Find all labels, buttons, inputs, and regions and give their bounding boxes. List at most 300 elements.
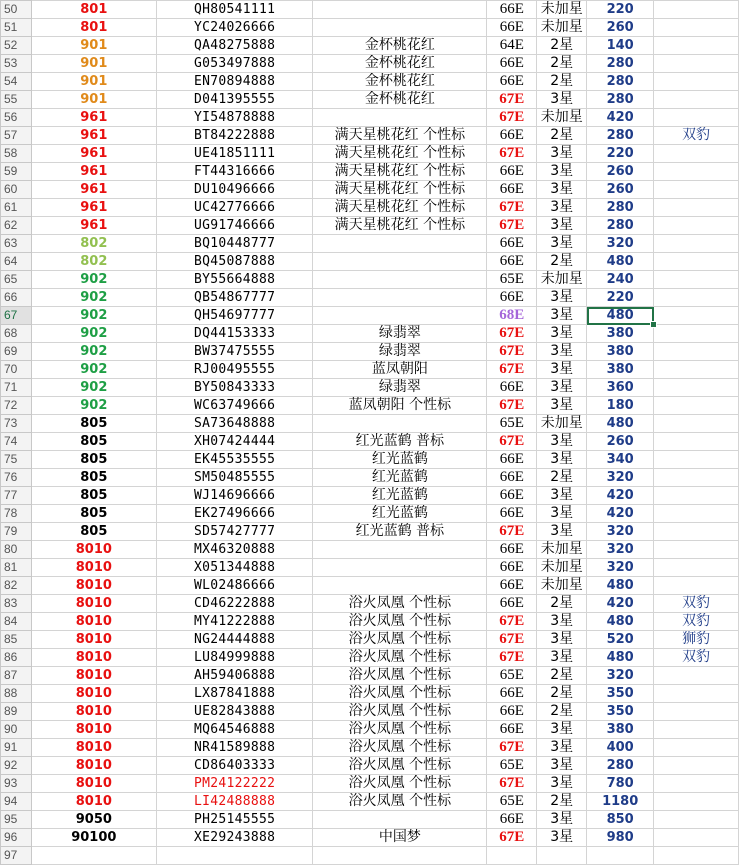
leopard-tag-cell[interactable]: [654, 253, 739, 271]
leopard-tag-cell[interactable]: [654, 685, 739, 703]
leopard-tag-cell[interactable]: [654, 361, 739, 379]
leopard-tag-cell[interactable]: [654, 757, 739, 775]
row-header[interactable]: 56: [1, 109, 32, 127]
serial-code-cell[interactable]: AH59406888: [156, 667, 313, 685]
version-cell[interactable]: 66E: [487, 469, 537, 487]
version-cell[interactable]: 66E: [487, 127, 537, 145]
series-cell[interactable]: 8010: [31, 649, 156, 667]
version-cell[interactable]: 66E: [487, 163, 537, 181]
series-cell[interactable]: 805: [31, 505, 156, 523]
note-name-cell[interactable]: 浴火凤凰 个性标: [313, 631, 487, 649]
serial-code-cell[interactable]: NR41589888: [156, 739, 313, 757]
version-cell[interactable]: 67E: [487, 343, 537, 361]
version-cell[interactable]: 67E: [487, 91, 537, 109]
series-cell[interactable]: 802: [31, 235, 156, 253]
version-cell[interactable]: 67E: [487, 433, 537, 451]
series-cell[interactable]: 902: [31, 343, 156, 361]
serial-code-cell[interactable]: MQ64546888: [156, 721, 313, 739]
row-header[interactable]: 86: [1, 649, 32, 667]
note-name-cell[interactable]: 中国梦: [313, 829, 487, 847]
leopard-tag-cell[interactable]: [654, 829, 739, 847]
row-header[interactable]: 55: [1, 91, 32, 109]
note-name-cell[interactable]: 满天星桃花红 个性标: [313, 127, 487, 145]
star-rating-cell[interactable]: 未加星: [537, 109, 587, 127]
row-header[interactable]: 91: [1, 739, 32, 757]
row-header[interactable]: 72: [1, 397, 32, 415]
price-cell[interactable]: 480: [587, 253, 654, 271]
price-cell[interactable]: 280: [587, 199, 654, 217]
star-rating-cell[interactable]: 3星: [537, 235, 587, 253]
series-cell[interactable]: 901: [31, 91, 156, 109]
price-cell[interactable]: 180: [587, 397, 654, 415]
row-header[interactable]: 87: [1, 667, 32, 685]
star-rating-cell[interactable]: 3星: [537, 163, 587, 181]
leopard-tag-cell[interactable]: [654, 217, 739, 235]
serial-code-cell[interactable]: UE82843888: [156, 703, 313, 721]
price-cell[interactable]: 340: [587, 451, 654, 469]
price-cell[interactable]: 350: [587, 685, 654, 703]
row-header[interactable]: 81: [1, 559, 32, 577]
price-cell[interactable]: 420: [587, 595, 654, 613]
note-name-cell[interactable]: 蓝凤朝阳 个性标: [313, 397, 487, 415]
star-rating-cell[interactable]: 3星: [537, 361, 587, 379]
version-cell[interactable]: 67E: [487, 829, 537, 847]
version-cell[interactable]: 66E: [487, 685, 537, 703]
leopard-tag-cell[interactable]: [654, 487, 739, 505]
row-header[interactable]: 57: [1, 127, 32, 145]
series-cell[interactable]: 961: [31, 217, 156, 235]
note-name-cell[interactable]: 绿翡翠: [313, 379, 487, 397]
series-cell[interactable]: 8010: [31, 667, 156, 685]
version-cell[interactable]: 66E: [487, 19, 537, 37]
star-rating-cell[interactable]: 3星: [537, 199, 587, 217]
note-name-cell[interactable]: 金杯桃花红: [313, 73, 487, 91]
price-cell[interactable]: 220: [587, 145, 654, 163]
series-cell[interactable]: 8010: [31, 541, 156, 559]
series-cell[interactable]: 8010: [31, 703, 156, 721]
price-cell[interactable]: 360: [587, 379, 654, 397]
row-header[interactable]: 58: [1, 145, 32, 163]
version-cell[interactable]: 67E: [487, 217, 537, 235]
serial-code-cell[interactable]: BW37475555: [156, 343, 313, 361]
series-cell[interactable]: 805: [31, 433, 156, 451]
row-header[interactable]: 78: [1, 505, 32, 523]
price-cell[interactable]: 780: [587, 775, 654, 793]
serial-code-cell[interactable]: UG91746666: [156, 217, 313, 235]
series-cell[interactable]: 902: [31, 379, 156, 397]
serial-code-cell[interactable]: WJ14696666: [156, 487, 313, 505]
star-rating-cell[interactable]: 2星: [537, 127, 587, 145]
star-rating-cell[interactable]: 2星: [537, 793, 587, 811]
version-cell[interactable]: 67E: [487, 325, 537, 343]
series-cell[interactable]: 961: [31, 145, 156, 163]
star-rating-cell[interactable]: 3星: [537, 613, 587, 631]
price-cell[interactable]: 380: [587, 343, 654, 361]
note-name-cell[interactable]: [313, 235, 487, 253]
serial-code-cell[interactable]: XE29243888: [156, 829, 313, 847]
price-cell[interactable]: 240: [587, 271, 654, 289]
leopard-tag-cell[interactable]: [654, 793, 739, 811]
row-header[interactable]: 94: [1, 793, 32, 811]
star-rating-cell[interactable]: 未加星: [537, 559, 587, 577]
version-cell[interactable]: 66E: [487, 451, 537, 469]
leopard-tag-cell[interactable]: [654, 811, 739, 829]
note-name-cell[interactable]: 满天星桃花红 个性标: [313, 217, 487, 235]
leopard-tag-cell[interactable]: [654, 433, 739, 451]
price-cell[interactable]: 260: [587, 433, 654, 451]
star-rating-cell[interactable]: 3星: [537, 145, 587, 163]
price-cell[interactable]: 320: [587, 667, 654, 685]
leopard-tag-cell[interactable]: [654, 523, 739, 541]
serial-code-cell[interactable]: QH80541111: [156, 1, 313, 19]
row-header[interactable]: 61: [1, 199, 32, 217]
star-rating-cell[interactable]: 3星: [537, 487, 587, 505]
note-name-cell[interactable]: 浴火凤凰 个性标: [313, 775, 487, 793]
serial-code-cell[interactable]: [156, 847, 313, 865]
series-cell[interactable]: [31, 847, 156, 865]
star-rating-cell[interactable]: 3星: [537, 217, 587, 235]
star-rating-cell[interactable]: 2星: [537, 55, 587, 73]
row-header[interactable]: 97: [1, 847, 32, 865]
note-name-cell[interactable]: 满天星桃花红 个性标: [313, 199, 487, 217]
price-cell[interactable]: 380: [587, 361, 654, 379]
leopard-tag-cell[interactable]: [654, 721, 739, 739]
leopard-tag-cell[interactable]: 狮豹: [654, 631, 739, 649]
row-header[interactable]: 85: [1, 631, 32, 649]
series-cell[interactable]: 805: [31, 469, 156, 487]
row-header[interactable]: 95: [1, 811, 32, 829]
star-rating-cell[interactable]: 未加星: [537, 1, 587, 19]
version-cell[interactable]: 66E: [487, 73, 537, 91]
price-cell[interactable]: 260: [587, 163, 654, 181]
price-cell[interactable]: 280: [587, 73, 654, 91]
note-name-cell[interactable]: 浴火凤凰 个性标: [313, 721, 487, 739]
version-cell[interactable]: 65E: [487, 415, 537, 433]
star-rating-cell[interactable]: 3星: [537, 829, 587, 847]
star-rating-cell[interactable]: 3星: [537, 721, 587, 739]
serial-code-cell[interactable]: DU10496666: [156, 181, 313, 199]
price-cell[interactable]: 850: [587, 811, 654, 829]
row-header[interactable]: 53: [1, 55, 32, 73]
row-header[interactable]: 63: [1, 235, 32, 253]
series-cell[interactable]: 801: [31, 1, 156, 19]
leopard-tag-cell[interactable]: [654, 199, 739, 217]
version-cell[interactable]: 66E: [487, 1, 537, 19]
leopard-tag-cell[interactable]: [654, 181, 739, 199]
row-header[interactable]: 54: [1, 73, 32, 91]
note-name-cell[interactable]: [313, 289, 487, 307]
series-cell[interactable]: 8010: [31, 775, 156, 793]
note-name-cell[interactable]: 浴火凤凰 个性标: [313, 649, 487, 667]
star-rating-cell[interactable]: 未加星: [537, 271, 587, 289]
row-header[interactable]: 52: [1, 37, 32, 55]
leopard-tag-cell[interactable]: [654, 289, 739, 307]
row-header[interactable]: 83: [1, 595, 32, 613]
price-cell[interactable]: 400: [587, 739, 654, 757]
serial-code-cell[interactable]: DQ44153333: [156, 325, 313, 343]
series-cell[interactable]: 8010: [31, 559, 156, 577]
star-rating-cell[interactable]: 2星: [537, 469, 587, 487]
star-rating-cell[interactable]: 3星: [537, 379, 587, 397]
note-name-cell[interactable]: 满天星桃花红 个性标: [313, 163, 487, 181]
version-cell[interactable]: 67E: [487, 109, 537, 127]
note-name-cell[interactable]: 浴火凤凰 个性标: [313, 793, 487, 811]
serial-code-cell[interactable]: WC63749666: [156, 397, 313, 415]
note-name-cell[interactable]: [313, 253, 487, 271]
row-header[interactable]: 68: [1, 325, 32, 343]
series-cell[interactable]: 8010: [31, 793, 156, 811]
price-cell[interactable]: 420: [587, 487, 654, 505]
serial-code-cell[interactable]: UE41851111: [156, 145, 313, 163]
note-name-cell[interactable]: 浴火凤凰 个性标: [313, 685, 487, 703]
version-cell[interactable]: 66E: [487, 703, 537, 721]
series-cell[interactable]: 961: [31, 163, 156, 181]
leopard-tag-cell[interactable]: [654, 505, 739, 523]
series-cell[interactable]: 902: [31, 325, 156, 343]
version-cell[interactable]: 66E: [487, 487, 537, 505]
leopard-tag-cell[interactable]: [654, 577, 739, 595]
row-header[interactable]: 64: [1, 253, 32, 271]
price-cell[interactable]: 980: [587, 829, 654, 847]
serial-code-cell[interactable]: EN70894888: [156, 73, 313, 91]
series-cell[interactable]: 8010: [31, 595, 156, 613]
price-cell[interactable]: 320: [587, 523, 654, 541]
leopard-tag-cell[interactable]: [654, 559, 739, 577]
version-cell[interactable]: [487, 847, 537, 865]
leopard-tag-cell[interactable]: [654, 343, 739, 361]
series-cell[interactable]: 802: [31, 253, 156, 271]
leopard-tag-cell[interactable]: [654, 109, 739, 127]
note-name-cell[interactable]: 绿翡翠: [313, 343, 487, 361]
serial-code-cell[interactable]: XH07424444: [156, 433, 313, 451]
leopard-tag-cell[interactable]: [654, 91, 739, 109]
leopard-tag-cell[interactable]: [654, 1, 739, 19]
leopard-tag-cell[interactable]: [654, 541, 739, 559]
price-cell[interactable]: 380: [587, 721, 654, 739]
series-cell[interactable]: 902: [31, 361, 156, 379]
series-cell[interactable]: 8010: [31, 721, 156, 739]
star-rating-cell[interactable]: 未加星: [537, 541, 587, 559]
leopard-tag-cell[interactable]: [654, 325, 739, 343]
serial-code-cell[interactable]: BY50843333: [156, 379, 313, 397]
price-cell[interactable]: 1180: [587, 793, 654, 811]
price-cell[interactable]: 480: [587, 649, 654, 667]
serial-code-cell[interactable]: YC24026666: [156, 19, 313, 37]
leopard-tag-cell[interactable]: [654, 451, 739, 469]
note-name-cell[interactable]: 浴火凤凰 个性标: [313, 667, 487, 685]
note-name-cell[interactable]: 红光蓝鹤 普标: [313, 433, 487, 451]
star-rating-cell[interactable]: 2星: [537, 595, 587, 613]
serial-code-cell[interactable]: FT44316666: [156, 163, 313, 181]
star-rating-cell[interactable]: 3星: [537, 451, 587, 469]
version-cell[interactable]: 66E: [487, 559, 537, 577]
star-rating-cell[interactable]: 2星: [537, 73, 587, 91]
star-rating-cell[interactable]: 3星: [537, 433, 587, 451]
leopard-tag-cell[interactable]: 双豹: [654, 127, 739, 145]
row-header[interactable]: 70: [1, 361, 32, 379]
leopard-tag-cell[interactable]: [654, 739, 739, 757]
price-cell[interactable]: 480: [587, 415, 654, 433]
note-name-cell[interactable]: 红光蓝鹤: [313, 505, 487, 523]
star-rating-cell[interactable]: 3星: [537, 775, 587, 793]
row-header[interactable]: 59: [1, 163, 32, 181]
note-name-cell[interactable]: [313, 307, 487, 325]
row-header[interactable]: 77: [1, 487, 32, 505]
serial-code-cell[interactable]: MX46320888: [156, 541, 313, 559]
price-cell[interactable]: 220: [587, 1, 654, 19]
star-rating-cell[interactable]: 3星: [537, 649, 587, 667]
series-cell[interactable]: 901: [31, 55, 156, 73]
version-cell[interactable]: 65E: [487, 757, 537, 775]
active-price-cell[interactable]: 480: [587, 307, 654, 325]
series-cell[interactable]: 805: [31, 451, 156, 469]
serial-code-cell[interactable]: SM50485555: [156, 469, 313, 487]
star-rating-cell[interactable]: 2星: [537, 253, 587, 271]
star-rating-cell[interactable]: 未加星: [537, 577, 587, 595]
series-cell[interactable]: 961: [31, 127, 156, 145]
serial-code-cell[interactable]: X051344888: [156, 559, 313, 577]
price-cell[interactable]: 220: [587, 289, 654, 307]
serial-code-cell[interactable]: BY55664888: [156, 271, 313, 289]
star-rating-cell[interactable]: 3星: [537, 523, 587, 541]
star-rating-cell[interactable]: 3星: [537, 739, 587, 757]
serial-code-cell[interactable]: RJ00495555: [156, 361, 313, 379]
serial-code-cell[interactable]: EK27496666: [156, 505, 313, 523]
note-name-cell[interactable]: 红光蓝鹤: [313, 451, 487, 469]
row-header[interactable]: 51: [1, 19, 32, 37]
version-cell[interactable]: 67E: [487, 397, 537, 415]
version-cell[interactable]: 67E: [487, 649, 537, 667]
note-name-cell[interactable]: 浴火凤凰 个性标: [313, 703, 487, 721]
leopard-tag-cell[interactable]: [654, 667, 739, 685]
version-cell[interactable]: 64E: [487, 37, 537, 55]
series-cell[interactable]: 902: [31, 307, 156, 325]
note-name-cell[interactable]: 红光蓝鹤: [313, 487, 487, 505]
version-cell[interactable]: 65E: [487, 667, 537, 685]
note-name-cell[interactable]: 浴火凤凰 个性标: [313, 739, 487, 757]
row-header[interactable]: 89: [1, 703, 32, 721]
leopard-tag-cell[interactable]: 双豹: [654, 649, 739, 667]
leopard-tag-cell[interactable]: [654, 235, 739, 253]
series-cell[interactable]: 902: [31, 271, 156, 289]
series-cell[interactable]: 8010: [31, 685, 156, 703]
row-header[interactable]: 79: [1, 523, 32, 541]
version-cell[interactable]: 66E: [487, 379, 537, 397]
serial-code-cell[interactable]: PH25145555: [156, 811, 313, 829]
price-cell[interactable]: 140: [587, 37, 654, 55]
series-cell[interactable]: 805: [31, 487, 156, 505]
note-name-cell[interactable]: 满天星桃花红 个性标: [313, 145, 487, 163]
version-cell[interactable]: 66E: [487, 235, 537, 253]
serial-code-cell[interactable]: EK45535555: [156, 451, 313, 469]
star-rating-cell[interactable]: 2星: [537, 667, 587, 685]
version-cell[interactable]: 67E: [487, 739, 537, 757]
star-rating-cell[interactable]: 3星: [537, 343, 587, 361]
leopard-tag-cell[interactable]: [654, 847, 739, 865]
serial-code-cell[interactable]: SD57427777: [156, 523, 313, 541]
star-rating-cell[interactable]: 3星: [537, 181, 587, 199]
version-cell[interactable]: 67E: [487, 361, 537, 379]
star-rating-cell[interactable]: 3星: [537, 307, 587, 325]
note-name-cell[interactable]: [313, 577, 487, 595]
row-header[interactable]: 67: [1, 307, 32, 325]
leopard-tag-cell[interactable]: [654, 55, 739, 73]
star-rating-cell[interactable]: 3星: [537, 631, 587, 649]
star-rating-cell[interactable]: 未加星: [537, 415, 587, 433]
note-name-cell[interactable]: 金杯桃花红: [313, 37, 487, 55]
price-cell[interactable]: 420: [587, 109, 654, 127]
serial-code-cell[interactable]: QH54697777: [156, 307, 313, 325]
row-header[interactable]: 92: [1, 757, 32, 775]
series-cell[interactable]: 90100: [31, 829, 156, 847]
note-name-cell[interactable]: [313, 19, 487, 37]
price-cell[interactable]: 520: [587, 631, 654, 649]
price-cell[interactable]: 480: [587, 613, 654, 631]
row-header[interactable]: 76: [1, 469, 32, 487]
version-cell[interactable]: 66E: [487, 721, 537, 739]
series-cell[interactable]: 805: [31, 415, 156, 433]
price-cell[interactable]: 260: [587, 19, 654, 37]
version-cell[interactable]: 65E: [487, 793, 537, 811]
version-cell[interactable]: 67E: [487, 199, 537, 217]
star-rating-cell[interactable]: 2星: [537, 703, 587, 721]
star-rating-cell[interactable]: 3星: [537, 289, 587, 307]
version-cell[interactable]: 67E: [487, 775, 537, 793]
star-rating-cell[interactable]: 3星: [537, 757, 587, 775]
serial-code-cell[interactable]: PM24122222: [156, 775, 313, 793]
series-cell[interactable]: 9050: [31, 811, 156, 829]
series-cell[interactable]: 901: [31, 73, 156, 91]
row-header[interactable]: 60: [1, 181, 32, 199]
row-header[interactable]: 74: [1, 433, 32, 451]
row-header[interactable]: 69: [1, 343, 32, 361]
row-header[interactable]: 50: [1, 1, 32, 19]
version-cell[interactable]: 66E: [487, 253, 537, 271]
serial-code-cell[interactable]: CD86403333: [156, 757, 313, 775]
note-name-cell[interactable]: 浴火凤凰 个性标: [313, 757, 487, 775]
leopard-tag-cell[interactable]: [654, 469, 739, 487]
serial-code-cell[interactable]: SA73648888: [156, 415, 313, 433]
serial-code-cell[interactable]: G053497888: [156, 55, 313, 73]
note-name-cell[interactable]: 红光蓝鹤: [313, 469, 487, 487]
serial-code-cell[interactable]: BQ45087888: [156, 253, 313, 271]
price-cell[interactable]: 280: [587, 757, 654, 775]
price-cell[interactable]: 320: [587, 235, 654, 253]
series-cell[interactable]: 961: [31, 199, 156, 217]
version-cell[interactable]: 66E: [487, 505, 537, 523]
row-header[interactable]: 75: [1, 451, 32, 469]
note-name-cell[interactable]: 金杯桃花红: [313, 55, 487, 73]
leopard-tag-cell[interactable]: [654, 271, 739, 289]
row-header[interactable]: 93: [1, 775, 32, 793]
leopard-tag-cell[interactable]: [654, 37, 739, 55]
serial-code-cell[interactable]: LI42488888: [156, 793, 313, 811]
star-rating-cell[interactable]: 3星: [537, 91, 587, 109]
row-header[interactable]: 62: [1, 217, 32, 235]
note-name-cell[interactable]: 红光蓝鹤 普标: [313, 523, 487, 541]
leopard-tag-cell[interactable]: [654, 775, 739, 793]
price-cell[interactable]: 480: [587, 577, 654, 595]
leopard-tag-cell[interactable]: [654, 379, 739, 397]
series-cell[interactable]: 961: [31, 109, 156, 127]
price-cell[interactable]: 380: [587, 325, 654, 343]
serial-code-cell[interactable]: QA48275888: [156, 37, 313, 55]
price-cell[interactable]: 280: [587, 217, 654, 235]
note-name-cell[interactable]: [313, 559, 487, 577]
leopard-tag-cell[interactable]: [654, 307, 739, 325]
row-header[interactable]: 88: [1, 685, 32, 703]
price-cell[interactable]: 320: [587, 559, 654, 577]
